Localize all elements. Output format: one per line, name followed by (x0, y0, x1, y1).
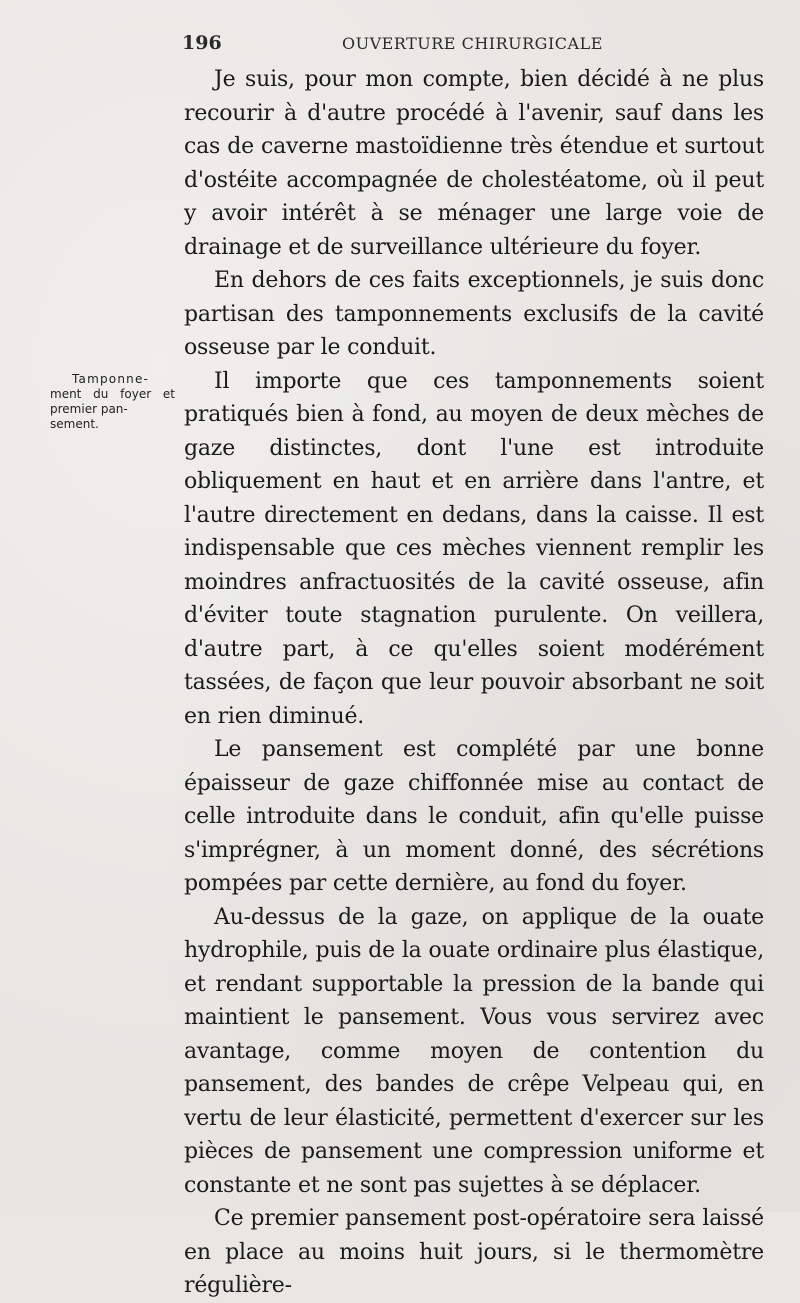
margin-note-line: sement. (50, 417, 99, 431)
page-number: 196 (182, 32, 222, 54)
body-text (184, 63, 764, 1303)
paragraph: Le pansement est complété par une bonne épaisseur de gaze chiffonnée mise au contact de celle introduite dans le conduit, afin qu'elle puisse s'imprégner, à un moment donné, des sécrétions pompées par cette dernière, au fond du foyer. (184, 737, 764, 896)
paragraph: Il importe que ces tamponnements soient pratiqués bien à fond, au moyen de deux mèches de gaze distinctes, dont l'une est introduite obliquement en haut et en arrière dans l'antre, et l'autre directement en dedans, dans la caisse. Il est indispensable que ces mèches viennent remplir les moindres anfractuosités de la cavité osseuse, afin d'éviter toute stagnation purulente. On veillera, d'autre part, à ce qu'elles soient modérément tassées, de façon que leur pouvoir absorbant ne soit en rien diminué. (184, 368, 764, 729)
paragraph: Au-dessus de la gaze, on applique de la ouate hydrophile, puis de la ouate ordinaire plus élastique, et rendant supportable la pression de la bande qui maintient le pansement. Vous vous servirez avec avantage, comme moyen de contention du pansement, des bandes de crêpe Velpeau qui, en vertu de leur élasticité, permettent d'exercer sur les pièces de pansement une compression uniforme et constante et ne sont pas sujettes à se déplacer. (184, 904, 764, 1198)
paragraph: Ce premier pansement post-opératoire sera laissé en place au moins huit jours, si le thermomètre régulière- (184, 1206, 764, 1298)
running-head (0, 30, 800, 60)
margin-note-line: ment du foyer et premier pan- (50, 387, 175, 416)
running-title: OUVERTURE CHIRURGICALE (342, 34, 603, 53)
margin-note (50, 372, 175, 432)
paragraph: Je suis, pour mon compte, bien décidé à ne plus recourir à d'autre procédé à l'avenir, sauf dans les cas de caverne mastoïdienne très étendue et surtout d'ostéite accompagnée de cholestéatome, où il peut y avoir intérêt à se ménager une large voie de drainage et de surveillance ultérieure du foyer. (184, 67, 764, 260)
paragraph: En dehors de ces faits exceptionnels, je suis donc partisan des tamponnements exclusifs de la cavité osseuse par le conduit. (184, 268, 764, 360)
margin-note-line: Tamponne- (72, 372, 150, 386)
